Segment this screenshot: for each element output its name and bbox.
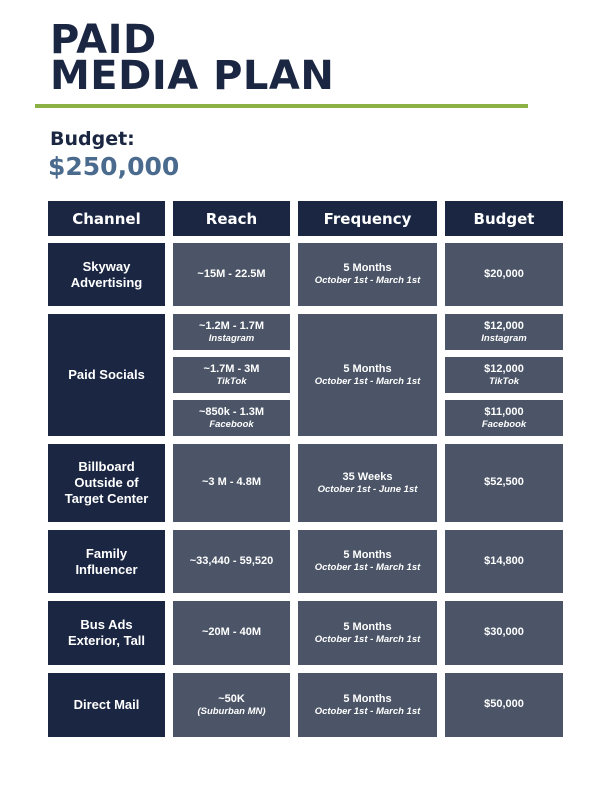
reach-value: ~1.2M - 1.7M: [198, 319, 265, 332]
frequency-duration: 5 Months: [343, 362, 392, 375]
header-budget: Budget: [445, 201, 563, 236]
reach-tiktok: [173, 357, 290, 393]
budget-value: $12,000: [484, 319, 524, 332]
title-line-1: PAID: [50, 17, 157, 63]
reach-platform: TikTok: [216, 375, 247, 387]
frequency-duration: 5 Months: [343, 262, 392, 275]
reach-platform: Instagram: [208, 332, 255, 344]
reach-note: (Suburban MN): [197, 705, 266, 717]
budget-bus-ads: $30,000: [445, 601, 563, 665]
budget-family-influencer: $14,800: [445, 530, 563, 593]
reach-skyway: ~15M - 22.5M: [173, 243, 290, 306]
frequency-duration: 35 Weeks: [342, 470, 393, 483]
frequency-duration: 5 Months: [343, 620, 392, 633]
channel-skyway-advertising: Skyway Advertising: [48, 243, 165, 306]
frequency-dates: October 1st - March 1st: [314, 275, 421, 287]
frequency-dates: October 1st - March 1st: [314, 633, 421, 645]
reach-value: ~50K: [218, 692, 245, 705]
header-channel: Channel: [48, 201, 165, 236]
channel-bus-ads: Bus Ads Exterior, Tall: [48, 601, 165, 665]
budget-platform: Instagram: [481, 332, 527, 344]
frequency-paid-socials: [298, 314, 437, 436]
channel-family-influencer: Family Influencer: [48, 530, 165, 593]
page-title: [50, 17, 335, 99]
budget-direct-mail: $50,000: [445, 673, 563, 737]
reach-value: ~1.7M - 3M: [203, 362, 260, 375]
header-frequency: Frequency: [298, 201, 437, 236]
budget-facebook: [445, 400, 563, 436]
frequency-dates: October 1st - March 1st: [314, 375, 421, 387]
header-reach: Reach: [173, 201, 290, 236]
frequency-duration: 5 Months: [343, 692, 392, 705]
budget-platform: Facebook: [481, 418, 527, 430]
budget-billboard: $52,500: [445, 444, 563, 522]
budget-value: $12,000: [484, 362, 524, 375]
reach-billboard: ~3 M - 4.8M: [173, 444, 290, 522]
reach-family-influencer: ~33,440 - 59,520: [173, 530, 290, 593]
reach-direct-mail: [173, 673, 290, 737]
frequency-skyway: [298, 243, 437, 306]
accent-divider: [35, 104, 528, 108]
budget-amount: $250,000: [48, 152, 180, 181]
budget-instagram: [445, 314, 563, 350]
budget-label: Budget:: [50, 128, 135, 150]
channel-direct-mail: Direct Mail: [48, 673, 165, 737]
reach-platform: Facebook: [209, 418, 254, 430]
frequency-dates: October 1st - March 1st: [314, 562, 421, 574]
frequency-billboard: [298, 444, 437, 522]
frequency-duration: 5 Months: [343, 549, 392, 562]
reach-bus-ads: ~20M - 40M: [173, 601, 290, 665]
channel-billboard: Billboard Outside of Target Center: [48, 444, 165, 522]
budget-skyway: $20,000: [445, 243, 563, 306]
reach-value: ~850k - 1.3M: [198, 405, 265, 418]
frequency-dates: October 1st - June 1st: [317, 483, 418, 495]
frequency-family-influencer: [298, 530, 437, 593]
reach-facebook: [173, 400, 290, 436]
frequency-direct-mail: [298, 673, 437, 737]
frequency-bus-ads: [298, 601, 437, 665]
budget-value: $11,000: [484, 405, 524, 418]
frequency-dates: October 1st - March 1st: [314, 705, 421, 717]
title-line-2: MEDIA PLAN: [50, 53, 335, 99]
budget-tiktok: [445, 357, 563, 393]
channel-paid-socials: Paid Socials: [48, 314, 165, 436]
reach-instagram: [173, 314, 290, 350]
budget-platform: TikTok: [488, 375, 520, 387]
